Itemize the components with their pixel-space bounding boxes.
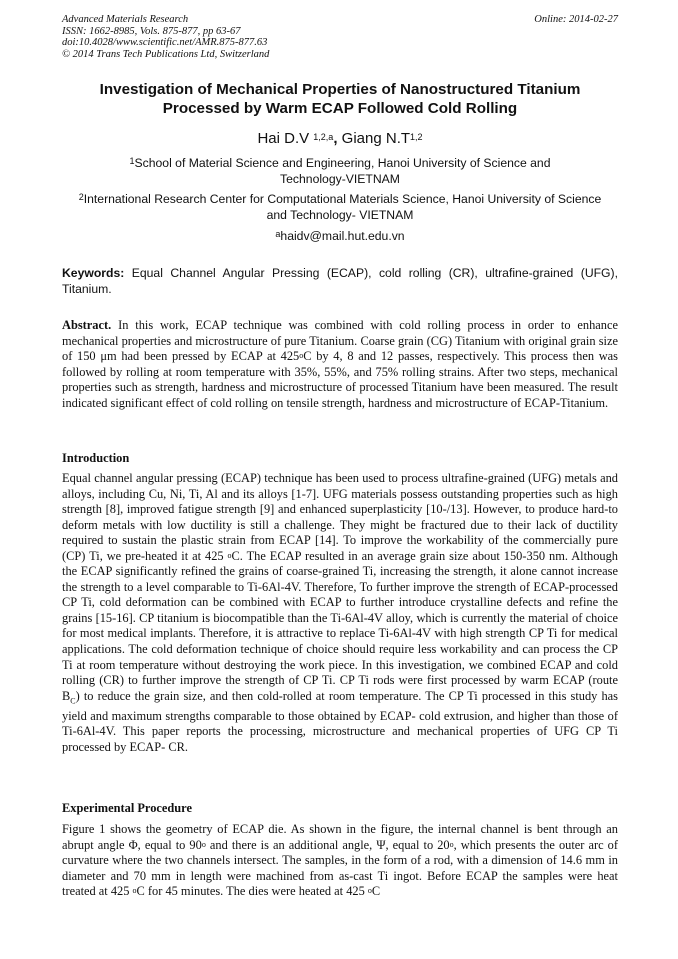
affiliation-2 [62, 192, 618, 223]
author-1-affiliation-marker: 1,2,a [313, 132, 334, 142]
experimental-paragraph [62, 822, 618, 900]
degree-sign: o [367, 886, 372, 896]
affiliation-1 [62, 156, 618, 187]
journal-issn: ISSN: 1662-8985, Vols. 875-877, pp 63-67 [62, 25, 241, 37]
author-2-affiliation-marker: 1,2 [410, 132, 423, 142]
exp-text-1: Figure 1 shows the geometry of ECAP die. As shown in the figure, the internal channel is bent through an abrupt angle Φ, equal to 90 [62, 822, 618, 852]
affiliation-1-line-2: Technology-VIETNAM [280, 171, 400, 186]
intro-text-2: C. The ECAP resulted in an average grain size about 150-350 nm. Although the ECAP significantly refined the grains of coarse-grained Ti, increasing the strength, it alone cannot increase the strength to a level comparable to Ti-6Al-4V. Therefore, To further improve the strength of ECAP-processed CP Ti, cold deformation can be combined with ECAP to further introduce crystalline defects and refine the grains [15-16]. CP titanium is biocompatible than the Ti-6Al-4V alloy, which is currently the material of choice for most medical implants. Therefore, it is attractive to replace Ti-6Al-4V with high strength CP Ti for medical applications. The cold deformation technique of choice should require less workability and can process the CP Ti at room temperature without destroying the work piece. In this investigation, we combined ECAP and cold rolling (CR) to further improve the strength of CP Ti. CP Ti rods were first processed by warm ECAP (route B [62, 548, 618, 703]
abstract-text-1: In this work, ECAP technique was combined with cold rolling process in order to enhance mechanical properties and microstructure of pure Titanium. Coarse grain (CG) Titanium with original grain size of 150 μm had been pressed by ECAP at 425 [62, 318, 618, 364]
journal-name: Advanced Materials Research [62, 14, 189, 25]
degree-sign: o [227, 550, 232, 560]
abstract-label: Abstract. [62, 318, 112, 332]
experimental-heading: Experimental Procedure [62, 801, 192, 815]
online-date: Online: 2014-02-27 [534, 14, 618, 25]
keywords-label: Keywords: [62, 266, 125, 280]
author-1-name: Hai D.V [257, 130, 314, 147]
abstract-text-2: C by 4, 8 and 12 passes, respectively. This process then was followed by rolling at room temperature with 35%, 55%, and 75% rolling strains. After two steps, mechanical properties such as strength, hardness and microstructure of processed Titanium have been measured. The result indicated significant effect of cold rolling on tensile strength, hardness and microstructure of ECAP-Titanium. [62, 349, 619, 410]
journal-copyright: © 2014 Trans Tech Publications Ltd, Switzerland [62, 48, 270, 60]
affiliation-1-line-1: School of Material Science and Engineering, Hanoi University of Science and [134, 156, 551, 170]
exp-text-4: C for 45 minutes. The dies were heated at 425 [136, 884, 368, 899]
keywords-block [62, 266, 618, 297]
author-separator: , [333, 130, 342, 147]
route-subscript: C [70, 696, 76, 706]
paper-title [62, 80, 618, 118]
affiliation-2-line-2: and Technology- VIETNAM [266, 207, 414, 222]
affiliation-1-marker: 1 [129, 156, 135, 166]
corresponding-email [62, 229, 618, 245]
title-line-1: Investigation of Mechanical Properties of Nanostructured Titanium [99, 81, 581, 98]
intro-text-1: Equal channel angular pressing (ECAP) technique has been used to process ultrafine-grained (UFG) metals and alloys, including Cu, Ni, Ti, Al and its alloys [1-7]. UFG materials possess outstanding properties such as high strength [8], improved fatigue strength [9] and enhanced superplasticity [10-/13]. However, to produce hard-to deform metals with low ductility is still a challenge. They might be fractured due to their lack of ductility required to sustain the plastic strain from ECAP [14]. To improve the workability of the commercially pure (CP) Ti, we pre-heated it at 425 [62, 471, 618, 563]
degree-sign: o [449, 839, 454, 849]
author-list [62, 130, 618, 148]
affiliation-2-line-1: International Research Center for Computational Materials Science, Hanoi University of Science [83, 192, 602, 206]
journal-header [62, 14, 618, 60]
degree-sign: o [132, 886, 137, 896]
degree-sign: o [299, 351, 304, 361]
affiliation-2-marker: 2 [78, 192, 84, 202]
title-line-2: Processed by Warm ECAP Followed Cold Rolling [162, 100, 518, 117]
keywords-text: Equal Channel Angular Pressing (ECAP), cold rolling (CR), ultrafine-grained (UFG), Titanium. [62, 266, 618, 296]
exp-text-5: C [371, 884, 381, 899]
degree-sign: o [201, 839, 206, 849]
introduction-paragraph [62, 471, 618, 755]
exp-text-3: , which presents the outer arc of curvature where the two channels intersect. The samples, in the form of a rod, with a dimension of 14.6 mm in diameter and 70 mm in length were machined from as-cast Ti ingot. Before ECAP the samples were heat treated at 425 [62, 837, 618, 899]
intro-text-3: ) to reduce the grain size, and then cold-rolled at room temperature. The CP Ti processed in this study has yield and maximum strengths comparable to those obtained by ECAP- cold extrusion, and higher than those of Ti-6Al-4V. This paper reports the processing, microstructure and mechanical properties of UFG CP Ti processed by ECAP- CR. [62, 688, 618, 754]
email-marker: a [275, 229, 281, 239]
introduction-heading: Introduction [62, 451, 130, 465]
email-address[interactable]: haidv@mail.hut.edu.vn [280, 229, 405, 243]
exp-text-2: and there is an additional angle, Ψ, equal to 20 [205, 837, 450, 852]
journal-doi: doi:10.4028/www.scientific.net/AMR.875-877.63 [62, 37, 268, 48]
author-2-name: Giang N.T [341, 130, 411, 147]
abstract-block [62, 318, 618, 411]
